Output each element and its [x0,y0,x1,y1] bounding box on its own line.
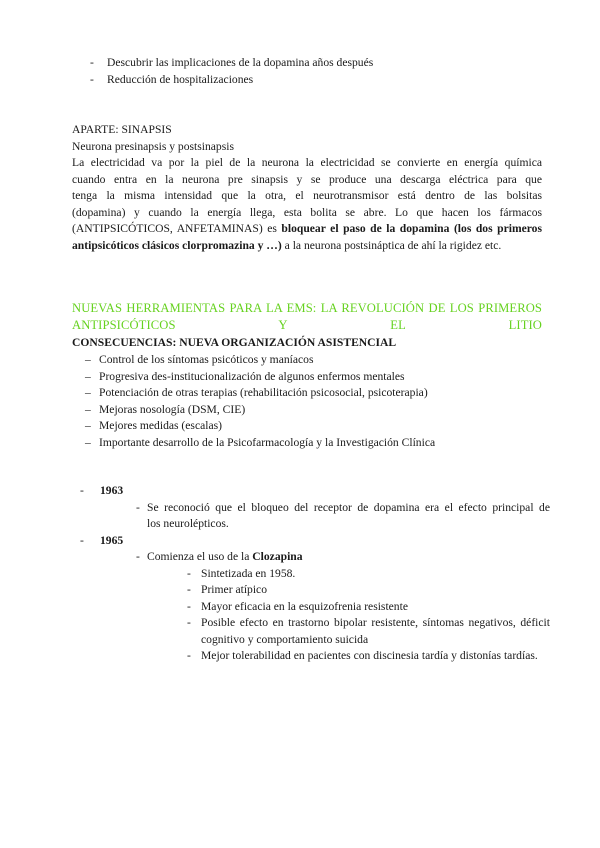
clozapina-list [187,566,550,665]
sinapsis-subheading: Neurona presinapsis y postsinapsis [72,139,234,153]
section-title: NUEVAS HERRAMIENTAS PARA LA EMS: LA REVOLUCIÓN DE LOS PRIMEROS ANTIPSICÓTICOS Y EL LITIO [72,301,542,332]
list-item: – Mejores medidas (escalas) [85,418,555,435]
sinapsis-paragraph [72,155,542,254]
dash-bullet-icon: - [136,550,140,563]
timeline-item-1963 [80,483,550,533]
paragraph-line: tenga la misma intensidad que la otra, el neurotransmisor está dentro de las bolsitas [72,189,542,202]
list-item: – Mejoras nosología (DSM, CIE) [85,402,555,419]
consecuencias-title: CONSECUENCIAS: NUEVA ORGANIZACIÓN ASISTENCIAL [72,336,397,349]
list-item: - Se reconoció que el bloqueo del receptor de dopamina era el efecto principal de los neurolépticos. [136,500,550,530]
list-item: - Sintetizada en 1958. [187,566,550,583]
paragraph-line: antipsicóticos clásicos clorpromazina y …) a la neurona postsináptica de ahí la rigidez etc. [72,238,502,252]
dash-bullet-icon: – [85,419,91,432]
dash-bullet-icon: - [136,500,140,514]
dash-bullet-icon: - [187,649,191,662]
timeline-item-1965 [80,533,550,665]
dash-bullet-icon: - [187,599,191,613]
list-item: - Mejor tolerabilidad en pacientes con discinesia tardía y distonías tardías. [187,648,550,665]
paragraph-line: La electricidad va por la piel de la neurona la electricidad se convierte en energía química [72,156,542,169]
dash-bullet-icon: - [90,56,94,69]
year-label: 1965 [100,533,124,547]
sublist [136,500,550,533]
dash-bullet-icon: - [80,484,84,497]
year-label: 1963 [100,484,124,497]
timeline-list [80,483,550,665]
dash-bullet-icon: - [187,583,191,596]
bold-text: bloquear el paso de la dopamina (los dos primeros [281,222,542,235]
list-item: - Reducción de hospitalizaciones [90,72,560,89]
paragraph-line: (ANTIPSICÓTICOS, ANFETAMINAS) es bloquear el paso de la dopamina (los dos primeros [72,222,542,235]
list-item: – Progresiva des-institucionalización de algunos enfermos mentales [85,369,555,386]
paragraph-line: (dopamina) y cuando la energía llega, esta bolita se abre. Lo que hacen los fármacos [72,205,542,219]
list-item: - Comienza el uso de la Clozapina - Sintetizada en 1958. - Primer atípico - Mayor eficacia en la esquizofrenia resistente - Posible efecto en trastorno bipolar resistente, síntomas negativos, déficit cognitivo y comportamiento suicida - Mejor tolerabilidad en pacientes con discinesia tardía y distonías tardías. [136,549,550,665]
sinapsis-section [72,122,542,254]
dash-bullet-icon: – [85,353,91,366]
dash-bullet-icon: – [85,369,91,383]
list-item: – Importante desarrollo de la Psicofarmacología y la Investigación Clínica [85,435,555,452]
bold-text: Clozapina [252,550,303,563]
consecuencias-list [85,352,555,451]
dash-bullet-icon: – [85,402,91,416]
sublist [136,549,550,665]
list-item: – Control de los síntomas psicóticos y maníacos [85,352,555,369]
dash-bullet-icon: - [187,616,191,629]
sinapsis-heading: APARTE: SINAPSIS [72,123,172,136]
list-item: - Primer atípico [187,582,550,599]
dash-bullet-icon: – [85,435,91,449]
list-item: - Mayor eficacia en la esquizofrenia resistente [187,599,550,616]
list-item: - Descubrir las implicaciones de la dopamina años después [90,55,560,72]
list-item: – Potenciación de otras terapias (rehabilitación psicosocial, psicoterapia) [85,385,555,402]
dash-bullet-icon: - [187,566,191,580]
top-bullet-list [90,55,560,88]
paragraph-line: cuando entra en la neurona pre sinapsis y se produce una descarga eléctrica para que [72,172,542,186]
bold-text: antipsicóticos clásicos clorpromazina y …) [72,238,282,252]
dash-bullet-icon: - [80,533,84,547]
list-item: - Posible efecto en trastorno bipolar resistente, síntomas negativos, déficit cognitivo y comportamiento suicida [187,616,550,646]
dash-bullet-icon: – [85,386,91,399]
dash-bullet-icon: - [90,72,94,86]
